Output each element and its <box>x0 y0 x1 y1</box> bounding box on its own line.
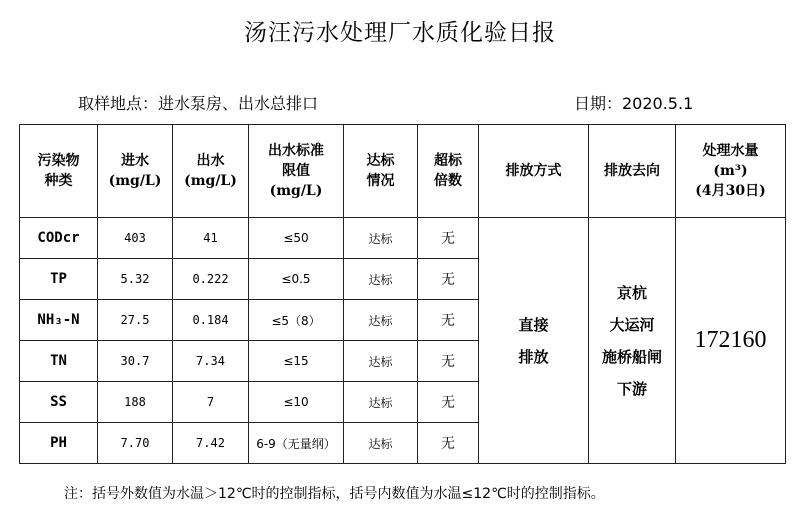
header-compliance: 达标 情况 <box>344 125 418 218</box>
discharge-method-cell: 直接 排放 <box>479 218 589 464</box>
inflow-cell: 5.32 <box>98 259 173 300</box>
report-title: 汤汪污水处理厂水质化验日报 <box>244 20 556 46</box>
compliance-cell: 达标 <box>344 218 418 259</box>
exceed-cell: 无 <box>418 382 479 423</box>
header-row <box>20 125 786 218</box>
inflow-cell: 27.5 <box>98 300 173 341</box>
inflow-cell: 403 <box>98 218 173 259</box>
pollutant-cell: NH₃-N <box>20 300 98 341</box>
exceed-cell: 无 <box>418 341 479 382</box>
header-pollutant: 污染物 种类 <box>20 125 98 218</box>
outflow-cell: 7 <box>173 382 249 423</box>
pollutant-cell: TN <box>20 341 98 382</box>
header-destination: 排放去向 <box>589 125 676 218</box>
compliance-cell: 达标 <box>344 382 418 423</box>
compliance-cell: 达标 <box>344 423 418 464</box>
discharge-destination-cell: 京杭 大运河 施桥船闸 下游 <box>589 218 676 464</box>
outflow-cell: 0.222 <box>173 259 249 300</box>
exceed-cell: 无 <box>418 218 479 259</box>
pollutant-cell: CODcr <box>20 218 98 259</box>
header-exceed: 超标 倍数 <box>418 125 479 218</box>
compliance-cell: 达标 <box>344 341 418 382</box>
exceed-cell: 无 <box>418 300 479 341</box>
compliance-cell: 达标 <box>344 259 418 300</box>
footnote: 注：括号外数值为水温＞12℃时的控制指标，括号内数值为水温≤12℃时的控制指标。 <box>64 486 605 502</box>
outflow-cell: 7.34 <box>173 341 249 382</box>
inflow-cell: 188 <box>98 382 173 423</box>
header-outflow: 出水 (mg/L) <box>173 125 249 218</box>
limit-cell: ≤50 <box>249 218 344 259</box>
header-inflow: 进水 (mg/L) <box>98 125 173 218</box>
header-volume: 处理水量 (m³) (4月30日) <box>676 125 786 218</box>
report-date: 日期：2020.5.1 <box>574 94 694 113</box>
treated-volume-cell: 172160 <box>676 218 786 464</box>
compliance-cell: 达标 <box>344 300 418 341</box>
inflow-cell: 30.7 <box>98 341 173 382</box>
pollutant-cell: SS <box>20 382 98 423</box>
header-limit: 出水标准 限值 (mg/L) <box>249 125 344 218</box>
pollutant-cell: PH <box>20 423 98 464</box>
sampling-location: 取样地点：进水泵房、出水总排口 <box>78 94 319 113</box>
outflow-cell: 41 <box>173 218 249 259</box>
header-method: 排放方式 <box>479 125 589 218</box>
table-row <box>20 218 786 259</box>
limit-cell: ≤0.5 <box>249 259 344 300</box>
inflow-cell: 7.70 <box>98 423 173 464</box>
limit-cell: ≤5（8） <box>249 300 344 341</box>
pollutant-cell: TP <box>20 259 98 300</box>
exceed-cell: 无 <box>418 259 479 300</box>
limit-cell: ≤10 <box>249 382 344 423</box>
water-quality-table <box>19 124 786 464</box>
limit-cell: ≤15 <box>249 341 344 382</box>
outflow-cell: 0.184 <box>173 300 249 341</box>
outflow-cell: 7.42 <box>173 423 249 464</box>
exceed-cell: 无 <box>418 423 479 464</box>
limit-cell: 6-9（无量纲） <box>249 423 344 464</box>
